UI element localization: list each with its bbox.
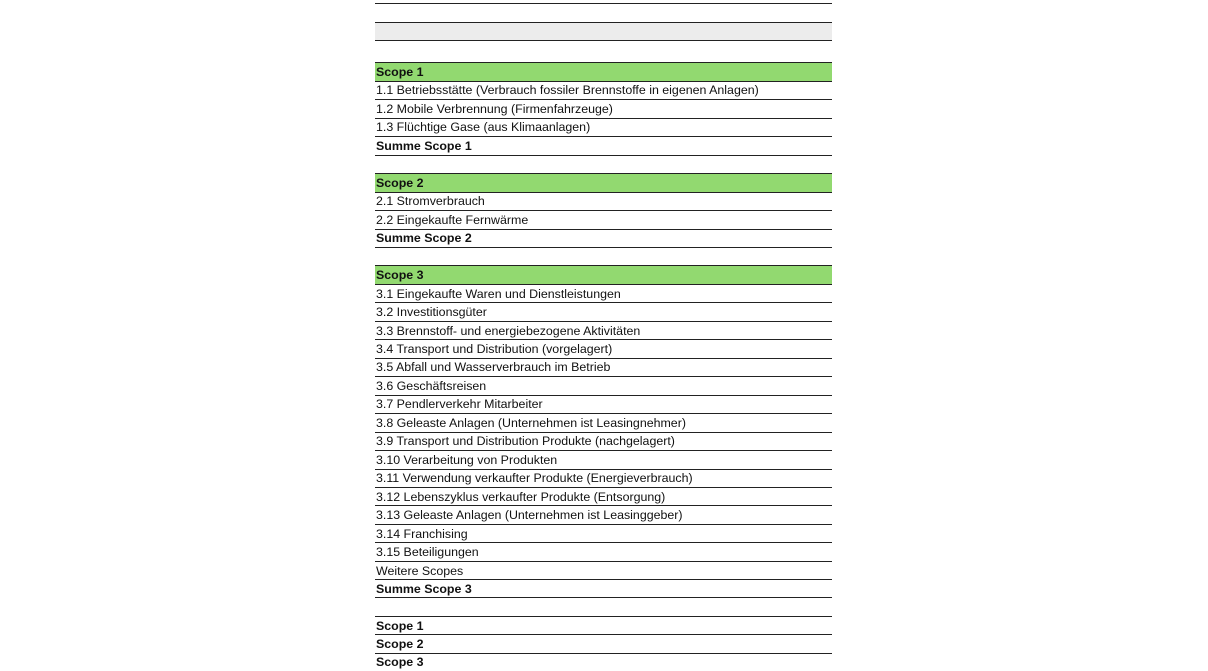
table-row[interactable]: Weitere Scopes	[376, 564, 464, 578]
table-row[interactable]: 3.10 Verarbeitung von Produkten	[376, 453, 558, 467]
table-row[interactable]: 3.2 Investitionsgüter	[376, 305, 487, 319]
table-row[interactable]: 1.2 Mobile Verbrennung (Firmenfahrzeuge)	[376, 102, 613, 116]
table-row[interactable]: 2.2 Eingekaufte Fernwärme	[376, 213, 529, 227]
table-row[interactable]: 2.1 Stromverbrauch	[376, 194, 485, 208]
scope-2-header[interactable]: Scope 2	[375, 174, 832, 192]
table-row[interactable]: 3.12 Lebenszyklus verkaufter Produkte (Entsorgung)	[376, 490, 666, 504]
header-cell-2[interactable]	[375, 23, 832, 41]
table-row[interactable]: 3.11 Verwendung verkaufter Produkte (Energieverbrauch)	[376, 471, 693, 485]
scope-1-sum[interactable]: Summe Scope 1	[376, 139, 472, 153]
table-row[interactable]: 1.1 Betriebsstätte (Verbrauch fossiler Brennstoffe in eigenen Anlagen)	[376, 83, 759, 97]
scope-1-header[interactable]: Scope 1	[375, 63, 832, 81]
table-row[interactable]: 3.15 Beteiligungen	[376, 545, 479, 559]
summary-scope-3[interactable]: Scope 3	[376, 655, 424, 669]
table-row[interactable]: 3.3 Brennstoff- und energiebezogene Aktivitäten	[376, 324, 641, 338]
summary-scope-2[interactable]: Scope 2	[376, 637, 424, 651]
table-row[interactable]: 3.6 Geschäftsreisen	[376, 379, 487, 393]
table-row[interactable]: 3.4 Transport und Distribution (vorgelagert)	[376, 342, 613, 356]
summary-scope-1[interactable]: Scope 1	[376, 619, 424, 633]
table-row[interactable]: 1.3 Flüchtige Gase (aus Klimaanlagen)	[376, 120, 591, 134]
scope-3-sum[interactable]: Summe Scope 3	[376, 582, 472, 596]
table-row[interactable]: 3.7 Pendlerverkehr Mitarbeiter	[376, 397, 543, 411]
cell-border	[375, 597, 832, 598]
cell-border	[375, 155, 832, 156]
cell-border	[375, 40, 832, 41]
scope-2-sum[interactable]: Summe Scope 2	[376, 231, 472, 245]
table-row[interactable]: 3.13 Geleaste Anlagen (Unternehmen ist Leasinggeber)	[376, 508, 683, 522]
table-row[interactable]: 3.8 Geleaste Anlagen (Unternehmen ist Leasingnehmer)	[376, 416, 686, 430]
table-row[interactable]: 3.5 Abfall und Wasserverbrauch im Betrieb	[376, 360, 611, 374]
table-row[interactable]: 3.9 Transport und Distribution Produkte (nachgelagert)	[376, 434, 675, 448]
scope-3-header[interactable]: Scope 3	[375, 266, 832, 284]
cell-border	[375, 247, 832, 248]
table-row[interactable]: 3.14 Franchising	[376, 527, 468, 541]
header-cell-1[interactable]	[375, 4, 832, 22]
table-row[interactable]: 3.1 Eingekaufte Waren und Dienstleistungen	[376, 287, 621, 301]
